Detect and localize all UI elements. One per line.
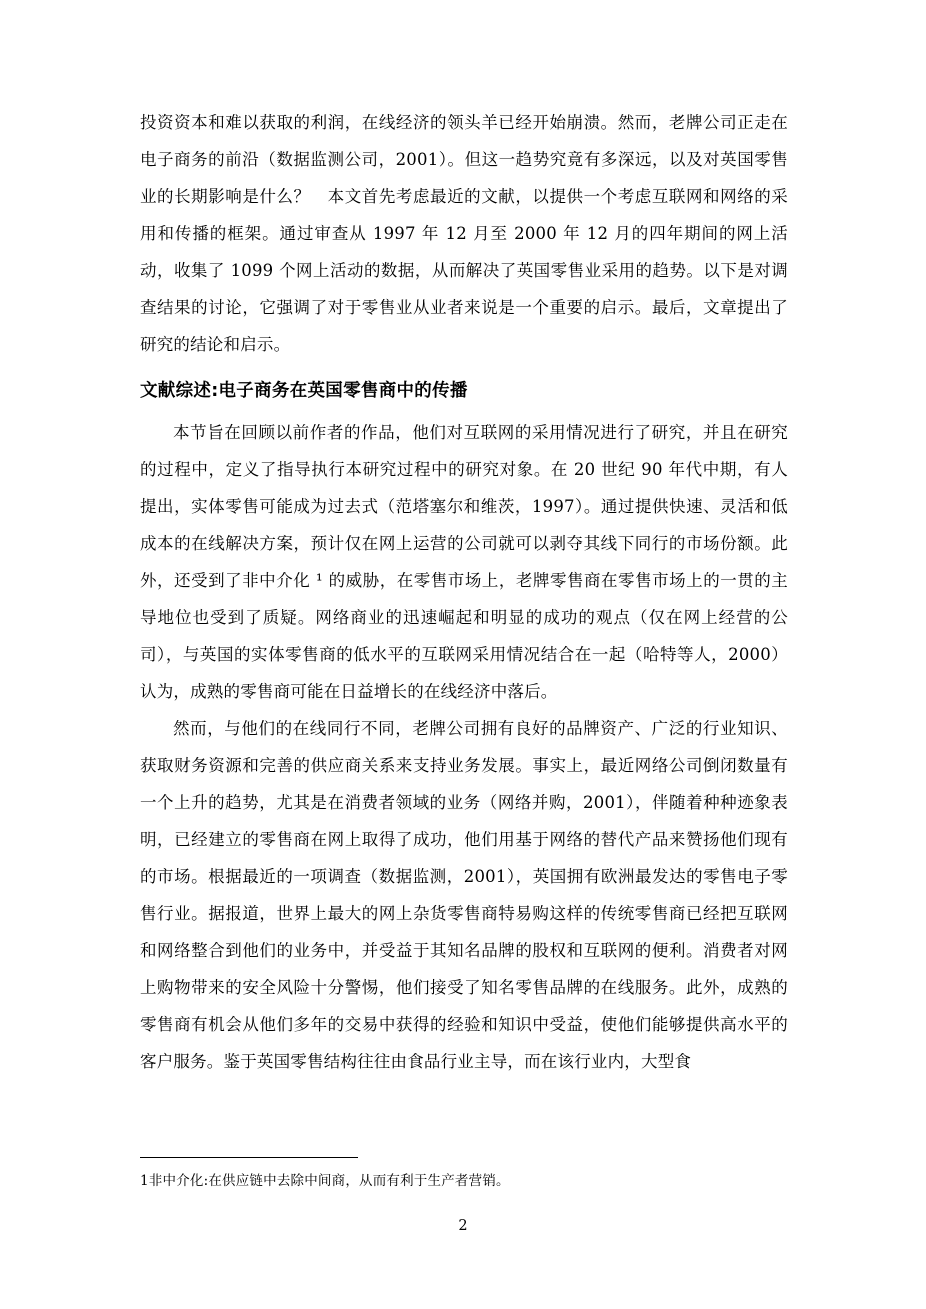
footnote-text: 1非中介化:在供应链中去除中间商，从而有利于生产者营销。 [140,1173,510,1189]
page-number: 2 [458,1218,468,1234]
section-heading: 文献综述:电子商务在英国零售商中的传播 [140,381,468,401]
paragraph-literature-1: 本节旨在回顾以前作者的作品，他们对互联网的采用情况进行了研究，并且在研究的过程中，定义了指导执行本研究过程中的研究对象。在 20 世纪 90 年代中期，有人提出，实体零售可能成为过去式（范塔塞尔和维茨，1997）。通过提供快速、灵活和低成本的在线解决方案，预计仅在网上运营的公司就可以剥夺其线下同行的市场份额。此外，还受到了非中介化 ¹ 的威胁，在零售市场上，老牌零售商在零售市场上的一贯的主导地位也受到了质疑。网络商业的迅速崛起和明显的成功的观点（仅在网上经营的公司），与英国的实体零售商的低水平的互联网采用情况结合在一起（哈特等人，2000）认为，成熟的零售商可能在日益增长的在线经济中落后。 [140,423,788,701]
footnote-area [140,1157,788,1191]
paragraph-literature-2: 然而，与他们的在线同行不同，老牌公司拥有良好的品牌资产、广泛的行业知识、获取财务资源和完善的供应商关系来支持业务发展。事实上，最近网络公司倒闭数量有一个上升的趋势，尤其是在消费者领域的业务（网络并购，2001），伴随着种种迹象表明，已经建立的零售商在网上取得了成功，他们用基于网络的替代产品来赞扬他们现有的市场。根据最近的一项调查（数据监测，2001），英国拥有欧洲最发达的零售电子零售行业。据报道，世界上最大的网上杂货零售商特易购这样的传统零售商已经把互联网和网络整合到他们的业务中，并受益于其知名品牌的股权和互联网的便利。消费者对网上购物带来的安全风险十分警惕，他们接受了知名零售品牌的在线服务。此外，成熟的零售商有机会从他们多年的交易中获得的经验和知识中受益，使他们能够提供高水平的客户服务。鉴于英国零售结构往往由食品行业主导，而在该行业内，大型食 [140,719,788,1071]
page-content [140,104,788,1080]
paragraph-intro: 投资资本和难以获取的利润，在线经济的领头羊已经开始崩溃。然而，老牌公司正走在电子商务的前沿（数据监测公司，2001）。但这一趋势究竟有多深远，以及对英国零售业的长期影响是什么？ 本文首先考虑最近的文献，以提供一个考虑互联网和网络的采用和传播的框架。通过审查从 1997 年 12 月至 2000 年 12 月的四年期间的网上活动，收集了 1099 个网上活动的数据，从而解决了英国零售业采用的趋势。以下是对调查结果的讨论，它强调了对于零售业从业者来说是一个重要的启示。最后，文章提出了研究的结论和启示。 [140,113,788,354]
footnote-separator [140,1157,358,1158]
